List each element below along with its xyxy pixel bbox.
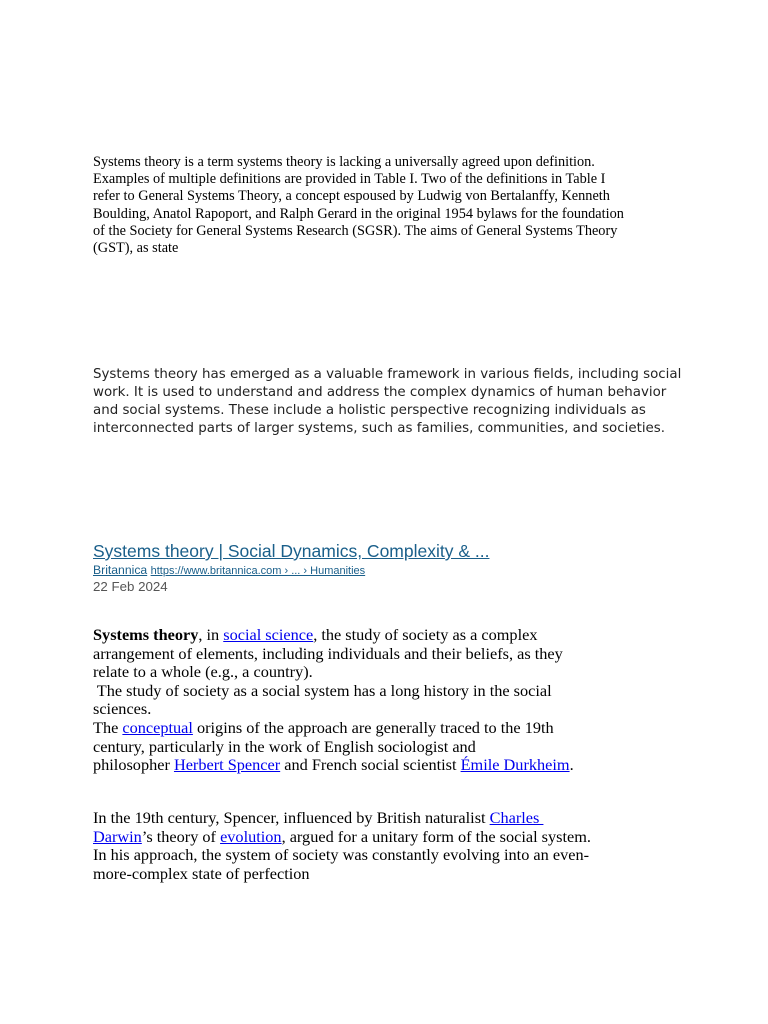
text-line: refer to General Systems Theory, a concept espoused by Ludwig von Bertalanffy, Kenneth xyxy=(93,188,610,205)
text-line: arrangement of elements, including individuals and their beliefs, as they xyxy=(93,643,563,663)
text-line xyxy=(93,626,693,645)
britannica-paragraph xyxy=(93,626,693,775)
text-line xyxy=(93,719,693,738)
bold-term: Systems theory xyxy=(93,625,199,644)
text-run: , argued for a unitary form of the social system. xyxy=(281,826,591,846)
evolution-link[interactable]: evolution xyxy=(220,826,282,846)
text-line: century, particularly in the work of English sociologist and xyxy=(93,736,476,756)
text-line: Examples of multiple definitions are provided in Table I. Two of the definitions in Table I xyxy=(93,171,606,188)
text-line: more-complex state of perfection xyxy=(93,863,310,883)
text-line: interconnected parts of larger systems, such as families, communities, and societies. xyxy=(93,421,666,436)
text-run: In the 19th century, Spencer, influenced by British naturalist xyxy=(93,808,490,827)
result-date: 22 Feb 2024 xyxy=(93,579,168,594)
text-line: relate to a whole (e.g., a country). xyxy=(93,662,313,682)
text-line xyxy=(93,756,693,775)
result-source-link[interactable]: Britannica xyxy=(93,563,148,577)
text-line: In his approach, the system of society was constantly evolving into an even- xyxy=(93,845,590,865)
social-science-link[interactable]: social science xyxy=(223,625,314,644)
text-run: The xyxy=(93,717,123,737)
text-line: The study of society as a social system has a long history in the social xyxy=(93,680,552,700)
conceptual-link[interactable]: conceptual xyxy=(122,717,193,737)
text-line: (GST), as state xyxy=(93,240,179,257)
text-line: Systems theory is a term systems theory is lacking a universally agreed upon definition. xyxy=(93,154,595,170)
text-line: Systems theory has emerged as a valuable framework in various fields, including social xyxy=(93,367,682,382)
text-line xyxy=(93,809,693,828)
text-run: . xyxy=(569,755,574,775)
text-line: Boulding, Anatol Rapoport, and Ralph Gerard in the original 1954 bylaws for the foundation xyxy=(93,205,624,222)
result-url-link[interactable]: https://www.britannica.com › ... › Humanities xyxy=(150,565,366,577)
text-run: , the study of society as a complex xyxy=(313,625,538,644)
search-result xyxy=(93,540,693,595)
charles-darwin-link[interactable]: Charles xyxy=(489,808,544,827)
result-title-link[interactable]: Systems theory | Social Dynamics, Complexity & ... xyxy=(93,541,490,561)
result-meta xyxy=(93,563,693,579)
text-line: of the Society for General Systems Research (SGSR). The aims of General Systems Theory xyxy=(93,222,618,239)
text-run: ’s theory of xyxy=(141,826,221,846)
summary-paragraph xyxy=(93,366,683,438)
text-line: work. It is used to understand and address the complex dynamics of human behavior xyxy=(93,385,667,400)
text-run: , in xyxy=(198,625,224,644)
text-run: philosopher xyxy=(93,755,174,775)
darwin-link[interactable]: Darwin xyxy=(93,826,142,846)
herbert-spencer-link[interactable]: Herbert Spencer xyxy=(173,755,281,775)
emile-durkheim-link[interactable]: Émile Durkheim xyxy=(460,755,570,775)
text-line: sciences. xyxy=(93,699,152,719)
spencer-paragraph xyxy=(93,809,693,883)
text-line: and social systems. These include a holistic perspective recognizing individuals as xyxy=(93,403,646,418)
definition-paragraph xyxy=(93,154,683,257)
text-line xyxy=(93,828,693,847)
text-run: and French social scientist xyxy=(280,755,461,775)
text-run: origins of the approach are generally traced to the 19th xyxy=(192,717,554,737)
